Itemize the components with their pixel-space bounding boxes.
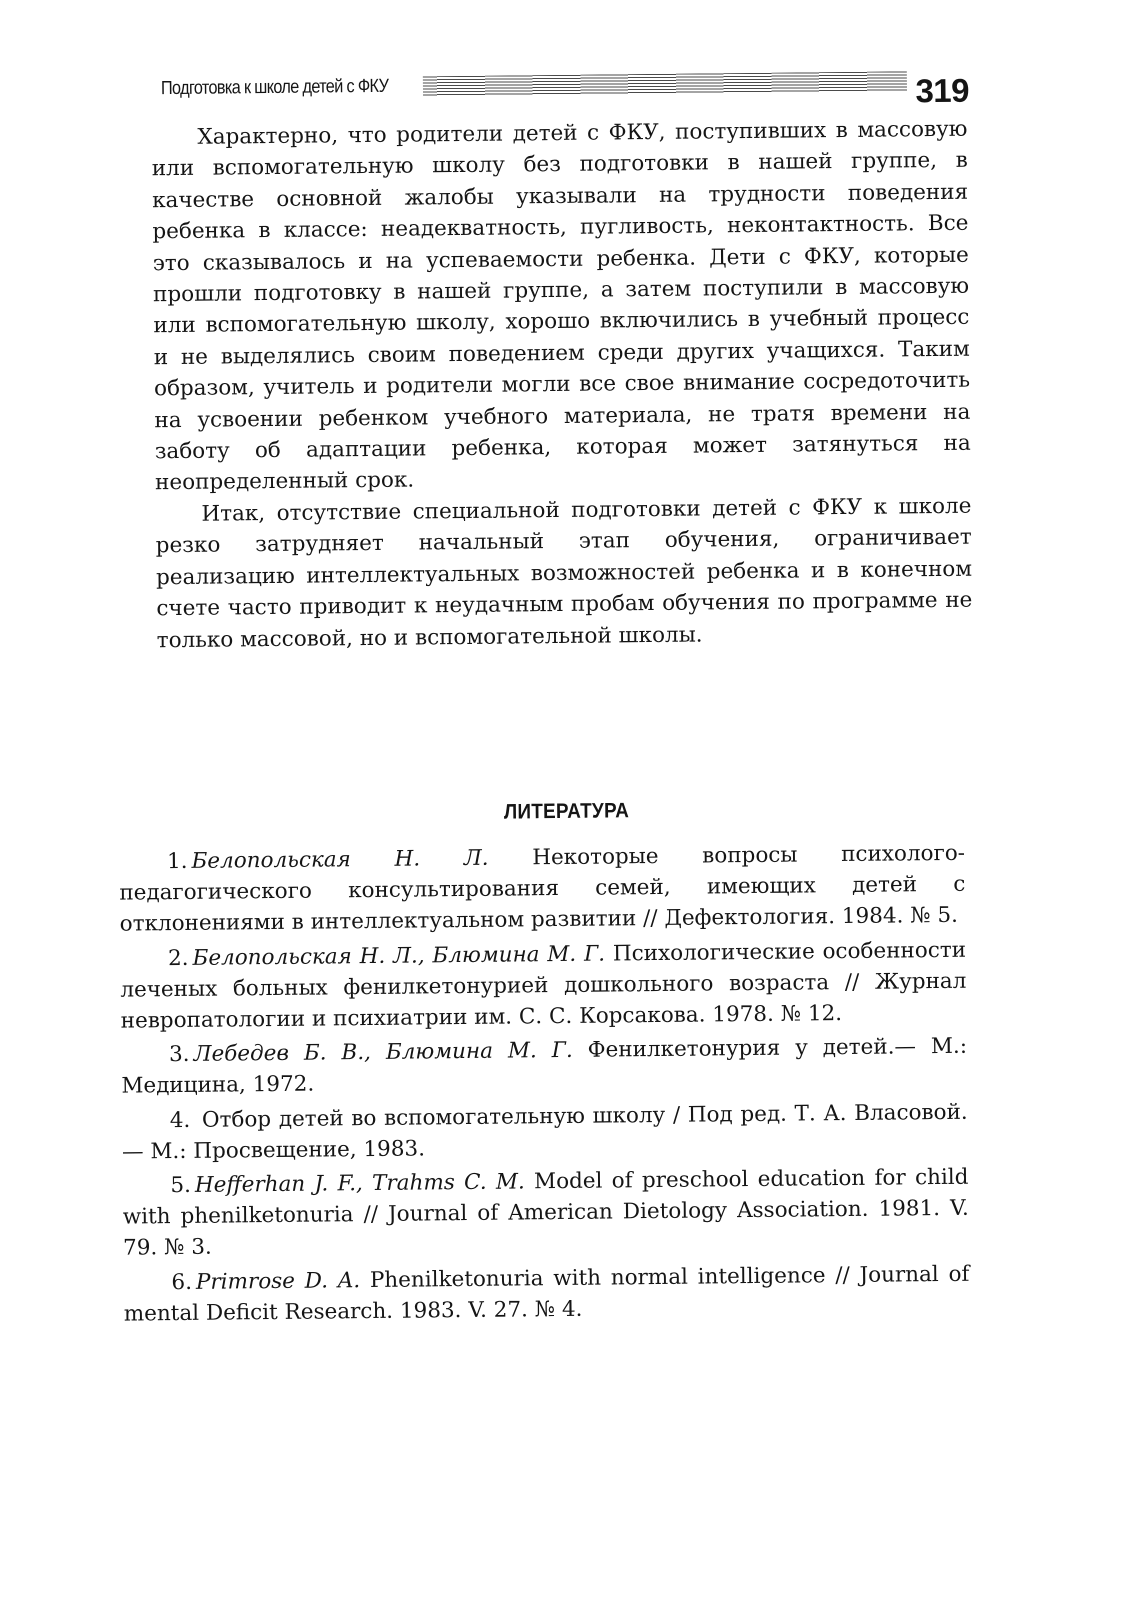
paragraph: Характерно, что родители детей с ФКУ, поступивших в массовую или вспомогательную школу без подготовки в нашей группе, в качестве основной жалобы указывали на трудности поведения ребенка в классе: неадекватность, пугливость, неконтактность. Все это сказывалось и на успеваемости ребенка. Дети с ФКУ, которые прошли подготовку в нашей группе, а затем поступили в массовую или вспомогательную школу, хорошо включились в учебный процесс и не выделялись своим поведением среди других учащихся. Таким образом, учитель и родители могли все свое внимание сосредоточить на усвоении ребенком учебного материала, не тратя времени на заботу об адаптации ребенка, которая может затянуться на неопределенный срок. bbox=[151, 114, 971, 499]
reference-item bbox=[123, 1258, 970, 1329]
reference-authors: Белопольская Н. Л., Блюмина М. Г. bbox=[192, 941, 605, 970]
running-title: Подготовка к школе детей с ФКУ bbox=[161, 76, 388, 100]
reference-number: 2. bbox=[168, 946, 189, 971]
body-text bbox=[151, 114, 973, 656]
header-rule bbox=[423, 71, 907, 96]
reference-text: Некоторые вопросы психолого-педагогического консультирования семей, имеющих детей с отклонениями в интеллектуальном развитии // Дефектология. 1984. № 5. bbox=[119, 841, 965, 937]
reference-number: 6. bbox=[171, 1270, 192, 1295]
reference-text: Психологические особенности леченых больных фенилкетонурией дошкольного возраста // Журнал невропатологии и психиатрии им. С. С. Корсакова. 1978. № 12. bbox=[120, 937, 966, 1033]
page-number: 319 bbox=[915, 72, 969, 111]
reference-item bbox=[122, 1096, 969, 1167]
reference-authors: Белопольская Н. Л. bbox=[191, 846, 488, 874]
reference-number: 4. bbox=[170, 1108, 191, 1133]
reference-item bbox=[121, 1031, 968, 1102]
references-title: ЛИТЕРАТУРА bbox=[199, 796, 934, 828]
reference-authors: Hefferhan J. F., Trahms C. M. bbox=[195, 1169, 525, 1197]
reference-list bbox=[119, 838, 970, 1333]
reference-text: Фенилкетонурия у детей.— М.: Медицина, 1972. bbox=[121, 1034, 967, 1099]
reference-item bbox=[122, 1162, 969, 1264]
reference-number: 1. bbox=[167, 849, 188, 874]
reference-authors: Primrose D. A. bbox=[196, 1268, 360, 1295]
reference-item bbox=[119, 838, 966, 940]
paragraph: Итак, отсутствие специальной подготовки детей с ФКУ к школе резко затрудняет начальный этап обучения, ограничивает реализацию интеллектуальных возможностей ребенка и в конечном счете часто приводит к неудачным пробам обучения по программе не только массовой, но и вспомогательной школы. bbox=[155, 491, 973, 657]
reference-text: Model of preschool education for child with phenilketonuria // Journal of American Dietology Association. 1981. V. 79. № 3. bbox=[123, 1165, 969, 1261]
reference-text: Phenilketonuria with normal intelligence // Journal of mental Deficit Research. 1983. V. 27. № 4. bbox=[124, 1261, 970, 1326]
reference-number: 3. bbox=[169, 1042, 190, 1067]
reference-item bbox=[120, 934, 967, 1036]
running-header bbox=[161, 54, 970, 116]
reference-text: Отбор детей во вспомогательную школу / Под ред. Т. А. Власовой.— М.: Просвещение, 1983. bbox=[122, 1099, 968, 1164]
reference-number: 5. bbox=[170, 1173, 191, 1198]
reference-authors: Лебедев Б. В., Блюмина М. Г. bbox=[193, 1038, 572, 1067]
